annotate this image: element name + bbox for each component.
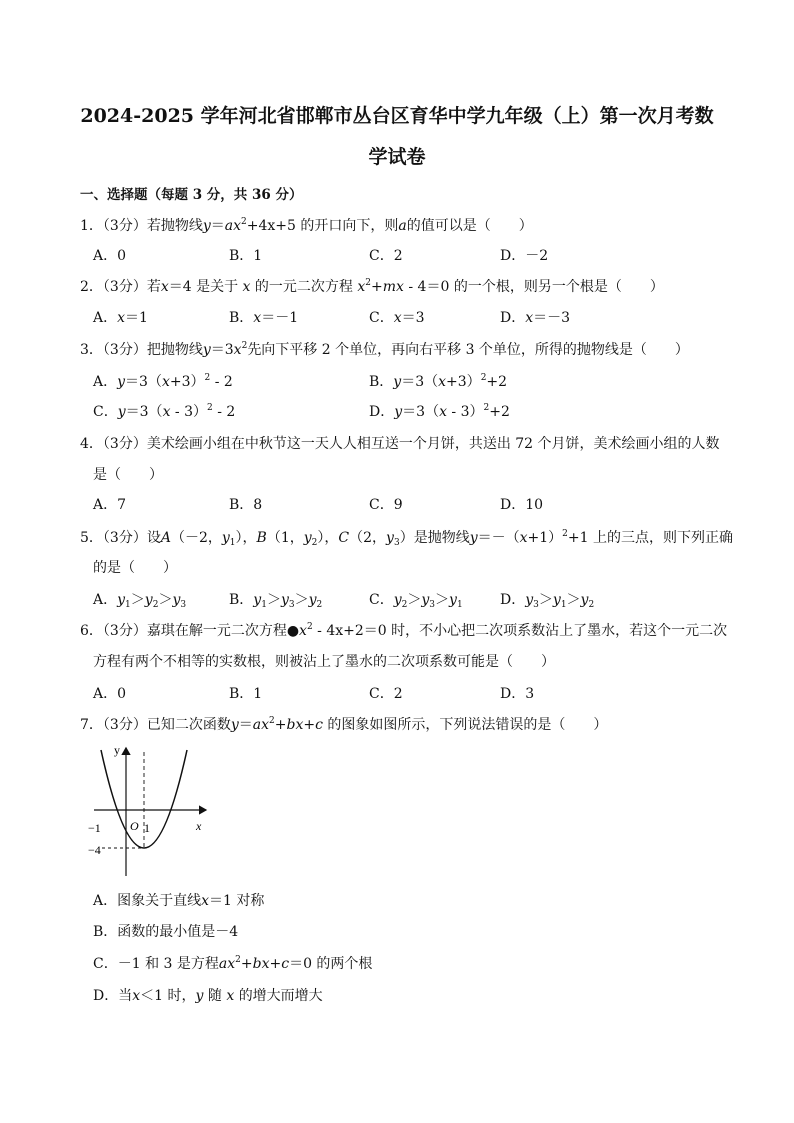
question-5-line-1: 5．（3分）设A（－2，$y_1$），B（1，$y_2$），C（2，$y_3$）是抛物线$y=-(x+1)^2+1$ 上的三点，则下列正确 [80, 529, 733, 548]
q5-option-d: D．$y_3>y_1>y_2$ [500, 592, 595, 610]
graph-neg-one-label: −1 [88, 821, 101, 835]
q2-option-d: D．x＝－3 [500, 310, 571, 326]
q5-option-b: B．$y_1>y_3>y_2$ [229, 592, 323, 610]
q6-option-d: D．3 [500, 686, 535, 702]
q3-option-a: A．$y=3(x+3)^2 - 2$ [93, 373, 233, 390]
question-5-line-2: 的是（ ） [93, 560, 177, 576]
q1-option-a: A．0 [93, 248, 127, 264]
question-6-line-2: 方程有两个不相等的实数根，则被沾上了墨水的二次项系数可能是（ ） [93, 654, 555, 670]
q3-option-d: D．y＝3（x - 3）$^2$+2 [369, 403, 510, 420]
q6-option-a: A．0 [93, 686, 127, 702]
graph-one-label: 1 [144, 821, 150, 835]
q2-option-b: B．x＝－1 [229, 310, 299, 326]
parabola-graph [88, 738, 212, 878]
q4-option-b: B．8 [229, 497, 263, 513]
q2-option-c: C．x＝3 [369, 310, 425, 326]
q7-option-a: A．图象关于直线x＝1 对称 [93, 893, 265, 909]
question-7: 7．（3分）已知二次函数$y=ax^2+bx+c$ 的图象如图所示，下列说法错误的是（ ） [80, 716, 608, 733]
graph-neg-four-label: −4 [88, 843, 101, 857]
q5-option-a: A．$y_1>y_2>y_3$ [93, 592, 187, 610]
question-1: 1．（3分）若抛物线$y=ax^2+4x+5$ 的开口向下，则a的值可以是（ ） [80, 217, 533, 234]
q4-option-a: A．7 [93, 497, 127, 513]
q1-option-d: D．－2 [500, 248, 549, 264]
question-3: 3．（3分）把抛物线$y=3x^2$先向下平移 2 个单位，再向右平移 3 个单位，所得的抛物线是（ ） [80, 341, 689, 358]
q6-option-c: C．2 [369, 686, 403, 702]
q7-option-b: B．函数的最小值是－4 [93, 924, 239, 940]
q3-option-b: B．$y=3(x+3)^2+2$ [369, 373, 508, 390]
q3-option-c: C．y＝3（x - 3）$^2$ - 2 [93, 403, 236, 420]
section-heading: 一、选择题（每题 3 分，共 36 分） [80, 187, 303, 203]
q2-option-a: A．x＝1 [93, 310, 148, 326]
question-4-line-2: 是（ ） [93, 467, 163, 483]
question-2: 2．（3分）若x＝4 是关于 x 的一元二次方程 $x^2+mx - 4=0$ 的一个根，则另一个根是（ ） [80, 278, 664, 295]
q4-option-d: D．10 [500, 497, 544, 513]
q6-option-b: B．1 [229, 686, 263, 702]
page-title-line-1: 2024-2025 学年河北省邯郸市丛台区育华中学九年级（上）第一次月考数 [80, 105, 714, 127]
q7-option-c: C．－1 和 3 是方程$ax^2+bx+c=0$ 的两个根 [93, 955, 373, 972]
graph-x-label: x [196, 819, 202, 833]
q5-option-c: C．$y_2>y_3>y_1$ [369, 592, 463, 610]
q1-option-b: B．1 [229, 248, 263, 264]
graph-origin-label: O [130, 819, 139, 833]
q1-option-c: C．2 [369, 248, 403, 264]
q4-option-c: C．9 [369, 497, 403, 513]
graph-y-label: y [114, 743, 120, 757]
ink-blot-icon: ● [286, 623, 300, 639]
q7-option-d: D．当x＜1 时，y 随 x 的增大而增大 [93, 988, 323, 1004]
page-title-line-2: 学试卷 [368, 146, 426, 168]
question-4-line-1: 4．（3分）美术绘画小组在中秋节这一天人人相互送一个月饼，共送出 72 个月饼，美术绘画小组的人数 [80, 436, 720, 452]
question-6-line-1: 6．（3分）嘉琪在解一元二次方程$●x^2 - 4x+2=0$ 时，不小心把二次项系数沾上了墨水，若这个一元二次 [80, 622, 728, 639]
